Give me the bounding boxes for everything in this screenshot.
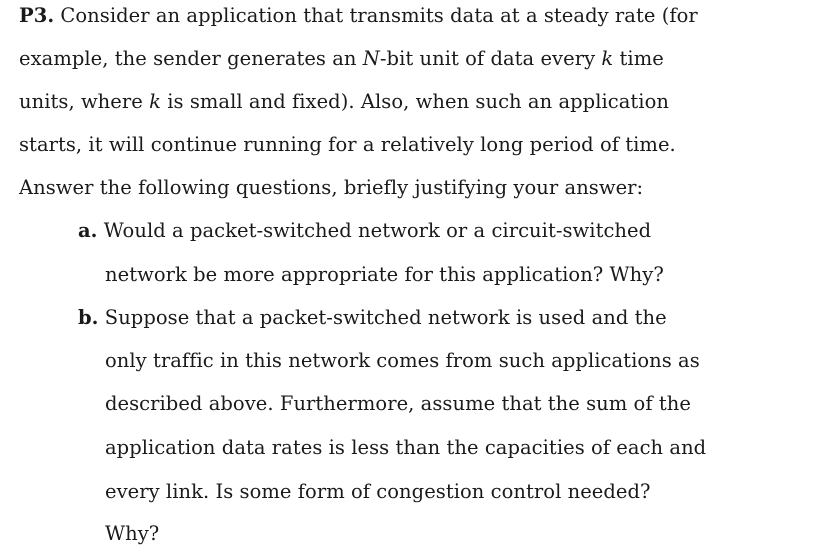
part-b-text-2: only traffic in this network comes from such applications as: [105, 349, 700, 372]
variable-k: k: [149, 90, 161, 113]
part-b-line-6: [105, 521, 159, 547]
part-b-text-5: every link. Is some form of congestion control needed?: [105, 480, 651, 503]
intro-line-2: [19, 46, 664, 72]
intro-line-1: [19, 3, 698, 29]
intro-text-3b: is small and fixed). Also, when such an application: [160, 90, 669, 113]
part-b-line-1: [78, 305, 667, 331]
part-a-text-2: network be more appropriate for this application? Why?: [105, 263, 664, 286]
part-b-line-4: [105, 435, 706, 461]
part-a-line-2: [105, 262, 664, 288]
intro-text-2b: -bit unit of data every: [379, 47, 602, 70]
intro-line-4: [19, 132, 676, 158]
intro-line-3: [19, 89, 669, 115]
intro-text-1: Consider an application that transmits data at a steady rate (for: [60, 4, 698, 27]
part-a-label: a.: [78, 219, 98, 242]
intro-text-4: starts, it will continue running for a relatively long period of time.: [19, 133, 676, 156]
intro-text-2a: example, the sender generates an: [19, 47, 363, 70]
part-b-label: b.: [78, 306, 99, 329]
part-b-text-1: Suppose that a packet-switched network is used and the: [104, 306, 667, 329]
part-b-text-4: application data rates is less than the capacities of each and: [105, 436, 707, 459]
part-b-line-2: [105, 348, 700, 374]
part-b-line-3: [105, 391, 691, 417]
problem-label: P3.: [19, 4, 55, 27]
variable-n: N: [362, 47, 380, 70]
part-b-text-3: described above. Furthermore, assume that the sum of the: [105, 392, 691, 415]
part-a-line-1: [78, 218, 651, 244]
part-b-text-6: Why?: [105, 522, 160, 545]
intro-text-5: Answer the following questions, briefly justifying your answer:: [19, 176, 644, 199]
variable-k: k: [601, 47, 614, 70]
part-a-text-1: Would a packet-switched network or a circuit-switched: [103, 219, 652, 242]
part-b-line-5: [105, 479, 651, 505]
intro-text-3a: units, where: [19, 90, 150, 113]
intro-line-5: [19, 175, 643, 201]
intro-text-2c: time: [613, 47, 664, 70]
